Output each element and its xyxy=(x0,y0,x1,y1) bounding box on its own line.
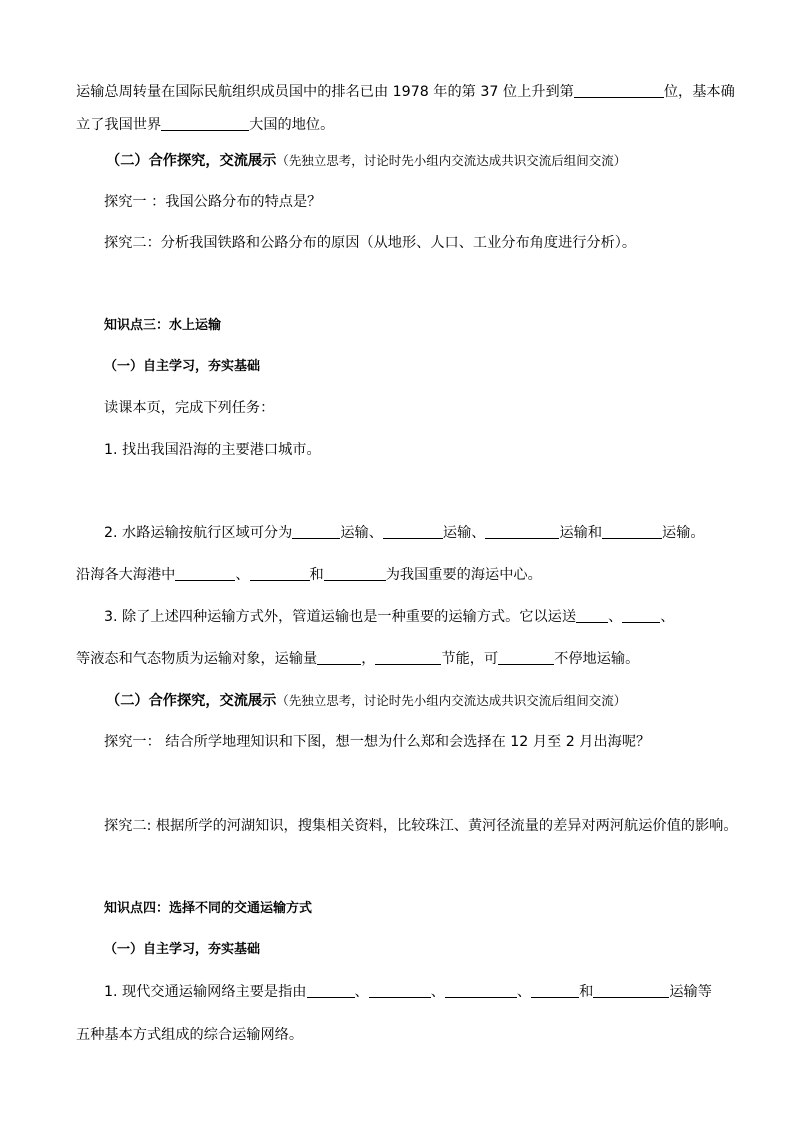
text: 大国的地位。 xyxy=(249,117,335,133)
text: 节能，可 xyxy=(441,651,499,667)
text: 位，基本确 xyxy=(663,84,735,100)
heading-note: （先独立思考，讨论时先小组内交流达成共识交流后组间交流） xyxy=(276,153,627,168)
fill-blank[interactable] xyxy=(622,608,660,623)
text: 运输和 xyxy=(559,525,603,541)
inquiry-1: 探究一： 结合所学地理知识和下图，想一想为什么郑和会选择在 12 月至 2 月出海呢？ xyxy=(104,734,651,750)
fill-blank[interactable] xyxy=(369,983,431,998)
text: 沿海各大海港中 xyxy=(76,567,176,583)
text: 、 xyxy=(660,609,675,625)
fill-blank[interactable] xyxy=(574,83,664,98)
subsection-self-study: （一）自主学习，夯实基础 xyxy=(104,359,261,374)
fill-blank[interactable] xyxy=(324,566,386,581)
fill-blank[interactable] xyxy=(161,116,249,131)
text: 运输等 xyxy=(669,984,712,1000)
text: 运输。 xyxy=(662,525,705,541)
fill-blank[interactable] xyxy=(375,650,441,665)
section-title-kp4: 知识点四：选择不同的交通运输方式 xyxy=(104,901,313,916)
task-3-cont xyxy=(76,649,639,669)
subsection-self-study: （一）自主学习，夯实基础 xyxy=(104,942,261,957)
heading-text: （二）合作探究，交流展示 xyxy=(106,693,277,709)
fill-blank[interactable] xyxy=(383,524,443,539)
task-intro: 读课本页，完成下列任务： xyxy=(104,400,275,416)
task-3 xyxy=(104,607,674,627)
text: 、 xyxy=(516,984,532,1000)
fill-blank[interactable] xyxy=(250,566,310,581)
text: 、 xyxy=(235,567,250,583)
text: 、 xyxy=(354,984,369,1000)
inquiry-1: 探究一 ：我国公路分布的特点是？ xyxy=(104,194,322,210)
text: 、 xyxy=(608,609,623,625)
task-1-cont: 五种基本方式组成的综合运输网络。 xyxy=(76,1027,304,1043)
fill-blank[interactable] xyxy=(445,983,517,998)
heading-text: （二）合作探究，交流展示 xyxy=(106,153,277,169)
fill-blank[interactable] xyxy=(602,524,662,539)
top-line-1 xyxy=(76,82,735,102)
top-line-2 xyxy=(76,115,334,135)
text: 不停地运输。 xyxy=(554,651,640,667)
text: ， xyxy=(361,651,376,667)
fill-blank[interactable] xyxy=(498,650,554,665)
text: 3. 除了上述四种运输方式外，管道运输也是一种重要的运输方式。它以运送 xyxy=(104,609,577,625)
text: 1. 现代交通运输网络主要是指由 xyxy=(104,984,307,1000)
fill-blank[interactable] xyxy=(307,983,355,998)
text: 等液态和气态物质为运输对象，运输量 xyxy=(76,651,318,667)
task-2-cont xyxy=(76,565,542,585)
fill-blank[interactable] xyxy=(317,650,361,665)
fill-blank[interactable] xyxy=(576,608,608,623)
text: 为我国重要的海运中心。 xyxy=(385,567,542,583)
heading-note: （先独立思考，讨论时先小组内交流达成共识交流后组间交流） xyxy=(276,693,627,708)
fill-blank[interactable] xyxy=(175,566,235,581)
text: 运输、 xyxy=(442,525,486,541)
text: 和 xyxy=(309,567,324,583)
task-2 xyxy=(104,523,705,543)
text: 运输总周转量在国际民航组织成员国中的排名已由 1978 年的第 37 位上升到第 xyxy=(76,84,574,100)
text: 运输、 xyxy=(340,525,383,541)
task-1: 1. 找出我国沿海的主要港口城市。 xyxy=(104,442,321,458)
inquiry-2: 探究二: 根据所学的河湖知识，搜集相关资料，比较珠江、黄河径流量的差异对两河航运价值的影响。 xyxy=(104,818,738,834)
text: 和 xyxy=(579,984,594,1000)
task-1 xyxy=(104,982,712,1002)
fill-blank[interactable] xyxy=(593,983,669,998)
text: 2. 水路运输按航行区域可分为 xyxy=(104,525,293,541)
section-title-kp3: 知识点三：水上运输 xyxy=(104,318,222,333)
text: 立了我国世界 xyxy=(76,117,162,133)
text: 、 xyxy=(430,984,445,1000)
coop-heading xyxy=(106,151,626,171)
fill-blank[interactable] xyxy=(485,524,559,539)
fill-blank[interactable] xyxy=(292,524,340,539)
fill-blank[interactable] xyxy=(531,983,579,998)
inquiry-2: 探究二：分析我国铁路和公路分布的原因（从地形、人口、工业分布角度进行分析）。 xyxy=(104,235,637,251)
coop-heading xyxy=(106,691,626,711)
